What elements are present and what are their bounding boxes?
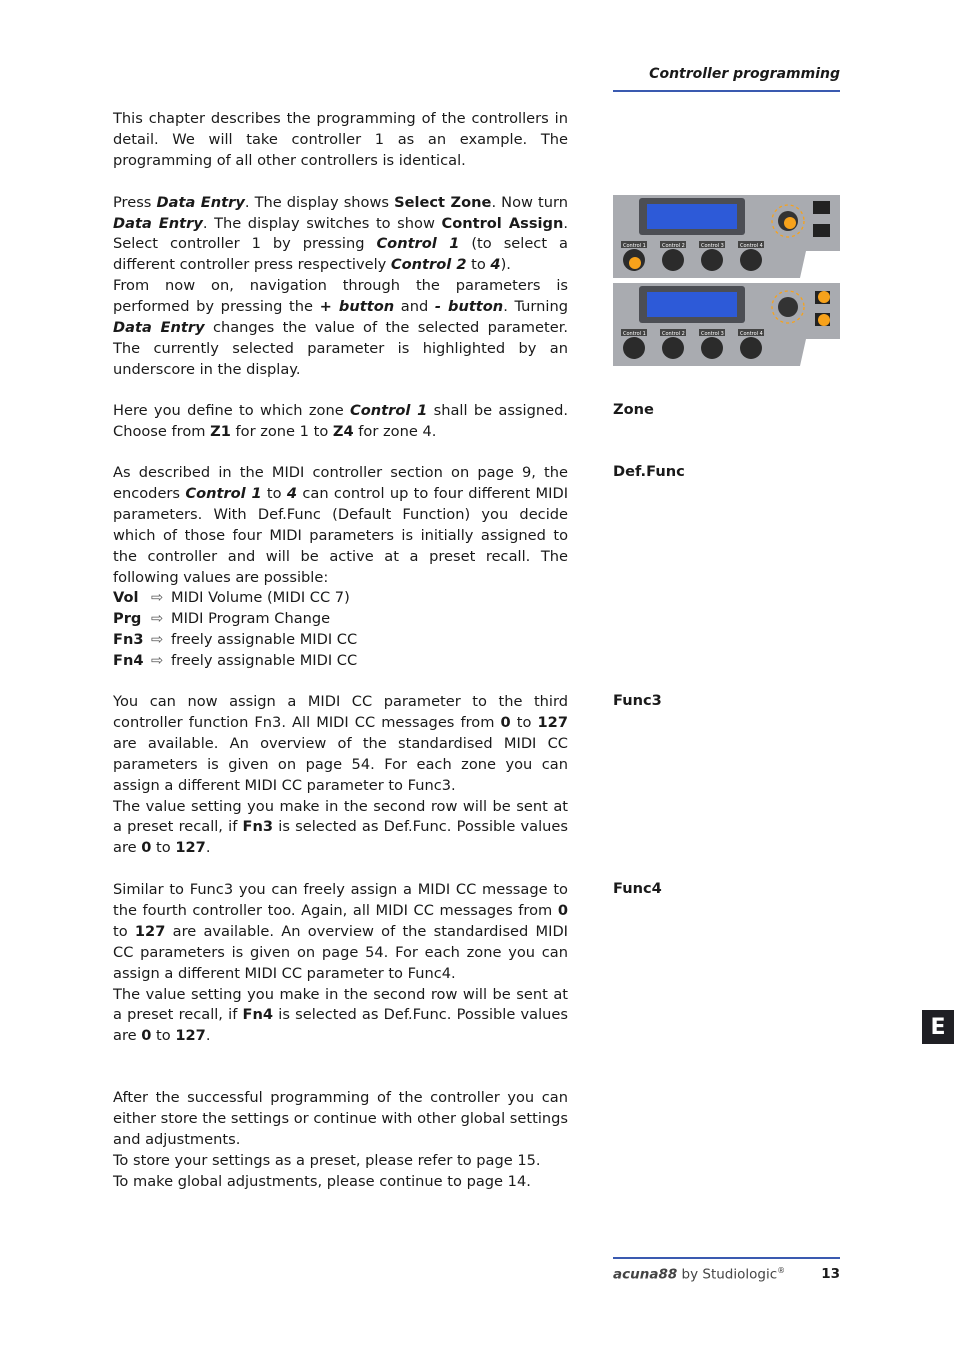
deffunc-item-vol: Vol ⇨ MIDI Volume (MIDI CC 7) <box>113 588 568 609</box>
arrow-icon: ⇨ <box>151 610 164 628</box>
svg-text:Control 4: Control 4 <box>740 331 763 337</box>
svg-text:Control 4: Control 4 <box>740 243 763 249</box>
func3-paragraph-1: You can now assign a MIDI CC parameter to the third controller function Fn3. All MIDI CC messages from 0 to 127 are available. An overview of the standardised MIDI CC parameters is given on page 54. For each zone you can assign a different MIDI CC parameter to Func3. <box>113 693 568 794</box>
func4-section <box>113 880 568 1047</box>
footer-rule <box>613 1257 840 1259</box>
func4-paragraph-2: The value setting you make in the second row will be sent at a preset recall, if Fn4 is selected as Def.Func. Possible values are 0 to 127. <box>113 985 568 1045</box>
arrow-icon: ⇨ <box>151 631 164 649</box>
svg-text:Control 2: Control 2 <box>662 331 685 337</box>
outro-section <box>113 1088 568 1193</box>
header-title: Controller programming <box>649 66 840 82</box>
deffunc-item-prg: Prg ⇨ MIDI Program Change <box>113 609 568 630</box>
func3-paragraph-2: The value setting you make in the second row will be sent at a preset recall, if Fn3 is selected as Def.Func. Possible values are 0 to 127. <box>113 797 568 857</box>
svg-text:Control 3: Control 3 <box>701 331 724 337</box>
intro-section <box>113 109 568 381</box>
minus-button-highlight <box>818 314 830 326</box>
control-panel-illustration-2 <box>613 283 840 366</box>
svg-text:Control 2: Control 2 <box>662 243 685 249</box>
intro-paragraph-3: From now on, navigation through the parameters is performed by pressing the + button and - button. Turning Data Entry changes the value of the selected parameter. The currently selected parameter is highlighted by an underscore in the display. <box>113 277 568 378</box>
svg-text:Control 1: Control 1 <box>623 243 646 249</box>
zone-label: Zone <box>613 401 654 418</box>
control-panel-illustration-1 <box>613 195 840 278</box>
deffunc-item-fn3: Fn3 ⇨ freely assignable MIDI CC <box>113 630 568 651</box>
func4-paragraph-1: Similar to Func3 you can freely assign a MIDI CC message to the fourth controller too. Again, all MIDI CC messages from 0 to 127 are available. An overview of the standardised MIDI CC parameters is given on page 54. For each zone you can assign a different MIDI CC parameter to Func4. <box>113 881 568 982</box>
page-number: 13 <box>821 1266 840 1282</box>
arrow-icon: ⇨ <box>151 589 164 607</box>
zone-section <box>113 401 568 443</box>
outro-paragraph-2: To store your settings as a preset, please refer to page 15. <box>113 1151 541 1169</box>
svg-text:Control 3: Control 3 <box>701 243 724 249</box>
func3-label: Func3 <box>613 692 662 709</box>
func4-label: Func4 <box>613 880 662 897</box>
zone-paragraph: Here you define to which zone Control 1 shall be assigned. Choose from Z1 for zone 1 to Z4 for zone 4. <box>113 402 568 440</box>
arrow-icon: ⇨ <box>151 652 164 670</box>
intro-paragraph-2: Press Data Entry. The display shows Select Zone. Now turn Data Entry. The display switches to show Control Assign. Select controller 1 by pressing Control 1 (to select a different controller press respectively Control 2 to 4). <box>113 193 568 274</box>
control-1-knob-highlight <box>629 257 641 269</box>
func3-section <box>113 692 568 859</box>
outro-paragraph-3: To make global adjustments, please continue to page 14. <box>113 1172 531 1190</box>
section-tab-e: E <box>922 1010 954 1044</box>
data-entry-knob-highlight <box>784 217 796 229</box>
deffunc-section <box>113 463 568 672</box>
plus-button-highlight <box>818 291 830 303</box>
outro-paragraph-1: After the successful programming of the controller you can either store the settings or continue with other global settings and adjustments. <box>113 1089 568 1148</box>
svg-text:Control 1: Control 1 <box>623 331 646 337</box>
deffunc-item-fn4: Fn4 ⇨ freely assignable MIDI CC <box>113 651 568 672</box>
header-rule <box>613 90 840 92</box>
deffunc-label: Def.Func <box>613 463 685 480</box>
footer-brand: acuna88 by Studiologic® <box>613 1266 786 1283</box>
deffunc-paragraph: As described in the MIDI controller section on page 9, the encoders Control 1 to 4 can control up to four different MIDI parameters. With Def.Func (Default Function) you decide which of those four MIDI parameters is initially assigned to the controller and will be active at a preset recall. The following values are possible: <box>113 464 568 586</box>
intro-paragraph-1: This chapter describes the programming of the controllers in detail. We will take controller 1 as an example. The programming of all other controllers is identical. <box>113 110 568 169</box>
